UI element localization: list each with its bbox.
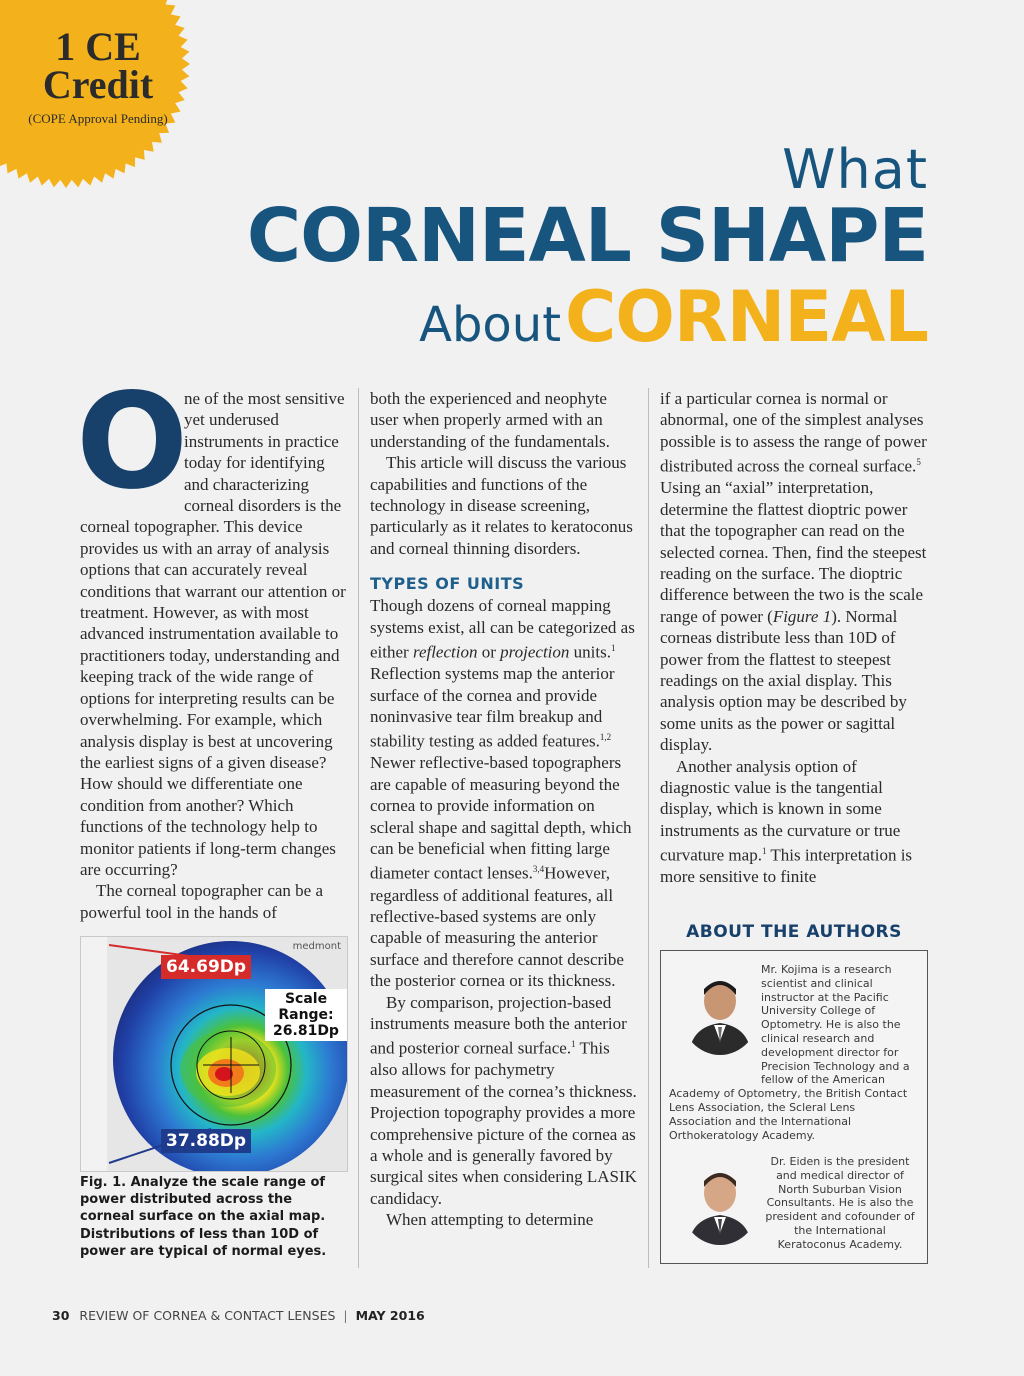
figure-brand-logo: medmont [292, 941, 341, 952]
citation-superscript: 1 [761, 846, 767, 857]
article-paragraph: both the experienced and neophyte user when properly armed with an understanding of the fundamentals. [370, 389, 610, 451]
article-text: units. [569, 642, 611, 662]
scale-line3: 26.81Dp [273, 1023, 339, 1039]
figure-scale-range-box [265, 989, 347, 1041]
citation-superscript: 1,2 [599, 732, 612, 743]
photo-float-spacer [669, 963, 761, 1075]
article-paragraph [660, 756, 928, 888]
section-subhead: TYPES OF UNITS [370, 574, 525, 594]
column-divider [358, 388, 359, 1268]
author-bio-kojima-text: Mr. Kojima is a research scientist and clinical instructor at the Pacific University College of Optometry. He is also the clinical research and development director for Precision Technology and a fellow of the American Academy of Optometry, the British Contact Lens Association, the Scleral Lens Association and the International Orthokeratology Academy. [669, 963, 910, 1142]
citation-superscript: 1 [610, 643, 616, 654]
page-footer [52, 1308, 425, 1323]
article-column-3 [660, 388, 928, 888]
article-text: This also allows for pachymetry measurement of the cornea’s thickness. Projection topography provides a more comprehensive picture of the cornea as a whole and is generally favored by surgical sites when considering LASIK candidacy. [370, 1039, 637, 1208]
article-text: This interpretation is more sensitive to finite [660, 845, 913, 887]
publication-name: REVIEW OF CORNEA & CONTACT LENSES [79, 1308, 336, 1323]
column-divider [648, 388, 649, 1268]
badge-sub: (COPE Approval Pending) [28, 111, 168, 126]
citation-superscript: 5 [916, 457, 921, 468]
title-what: What [782, 138, 928, 201]
article-text: Though dozens of corneal mapping systems exist, all can be categorized as either [370, 596, 635, 662]
figure-top-label: 64.69Dp [161, 955, 251, 979]
page-number: 30 [52, 1308, 70, 1323]
article-text: Using an “axial” interpretation, determine the flattest dioptric power that the topographer can read on the selected cornea. Then, find the steepest reading on the surface. The dioptric difference between the two is the scale range of power ( [660, 478, 927, 626]
issue-date: MAY 2016 [355, 1308, 425, 1323]
article-text: However, regardless of additional features, all reflective-based systems are only capable of measuring the anterior surface and therefore cannot describe the posterior cornea or its thickness. [370, 864, 624, 991]
title-about-row [419, 276, 928, 358]
scale-line2: Range: [278, 1007, 334, 1023]
article-paragraph [370, 595, 638, 991]
article-text: ne of the most sensitive yet underused instruments in practice today for identifying and characterizing corneal disorders is the corneal topographer. This device provides us with an array of analysis options that can accurately reveal conditions that warrant our attention or treatment. However, as with most advanced instrumentation available to practitioners today, understanding and keeping track of the wide range of options for interpreting results can be overwhelming. For example, which analysis display is best at uncovering the earliest signs of a given disease? How should we differentiate one condition from another? Which functions of the technology help to monitor patients if long-term changes are occurring? [80, 389, 346, 879]
figure-topography-map [80, 936, 348, 1172]
article-text: ). Normal corneas distribute less than 10D of power from the flattest to steepest readings on the axial display. This analysis option may be described by some units as the power or sagittal display. [660, 606, 907, 755]
title-about: About [419, 297, 562, 353]
title-corneal: CORNEAL [565, 276, 928, 358]
article-column-2 [370, 388, 638, 1231]
article-text: By comparison, projection-based instruments measure both the anterior and posterior corneal surface. [370, 992, 627, 1058]
author-bio-kojima [669, 963, 921, 1142]
article-text: if a particular cornea is normal or abnormal, one of the simplest analyses possible is to assess the range of power distributed across the corneal surface. [660, 389, 927, 476]
article-text-italic: projection [500, 642, 570, 662]
article-column-1 [76, 365, 348, 923]
ce-credit-badge-text [0, 24, 196, 126]
badge-line1: 1 CE [55, 24, 141, 69]
author-bio-eiden: Dr. Eiden is the president and medical director of North Suburban Vision Consultants. He is also the president and cofounder of the International Keratoconus Academy. [765, 1155, 915, 1251]
authors-box [660, 950, 928, 1264]
article-text: Reflection systems map the anterior surface of the cornea and provide noninvasive tear film breakup and stability testing as added features. [370, 664, 615, 751]
title-main: CORNEAL SHAPE [246, 193, 928, 279]
article-text-italic: reflection [412, 642, 478, 662]
article-paragraph: The corneal topographer can be a powerful tool in the hands of [80, 881, 324, 922]
figure-bottom-label: 37.88Dp [161, 1129, 251, 1153]
article-paragraph [370, 992, 638, 1210]
article-paragraph [76, 365, 348, 880]
article-text: Another analysis option of diagnostic value is the tangential display, which is known in some instruments as the curvature or true curvature map. [660, 756, 901, 865]
citation-superscript: 1 [571, 1039, 576, 1050]
figure-reference: Figure 1 [772, 606, 832, 626]
article-paragraph: This article will discuss the various capabilities and functions of the technology in disease screening, particularly as it relates to keratoconus and corneal thinning disorders. [370, 453, 633, 558]
citation-superscript: 3,4 [532, 864, 545, 875]
author-photo-eiden [681, 1161, 759, 1245]
figure-caption: Fig. 1. Analyze the scale range of power distributed across the corneal surface on the axial map. Distributions of less than 10D of power are typical of normal eyes. [80, 1175, 327, 1259]
drop-cap: O [76, 365, 189, 519]
article-text: Newer reflective-based topographers are capable of measuring beyond the cornea to provide information on scleral shape and sagittal depth, which can be beneficial when fitting large diameter contact lenses. [370, 753, 632, 884]
article-text: or [477, 642, 501, 662]
authors-heading: ABOUT THE AUTHORS [686, 922, 902, 942]
article-paragraph [660, 388, 928, 756]
article-paragraph: When attempting to determine [386, 1210, 594, 1230]
badge-line2: Credit [42, 62, 154, 107]
scale-line1: Scale [284, 991, 328, 1007]
footer-separator: | [343, 1308, 348, 1323]
